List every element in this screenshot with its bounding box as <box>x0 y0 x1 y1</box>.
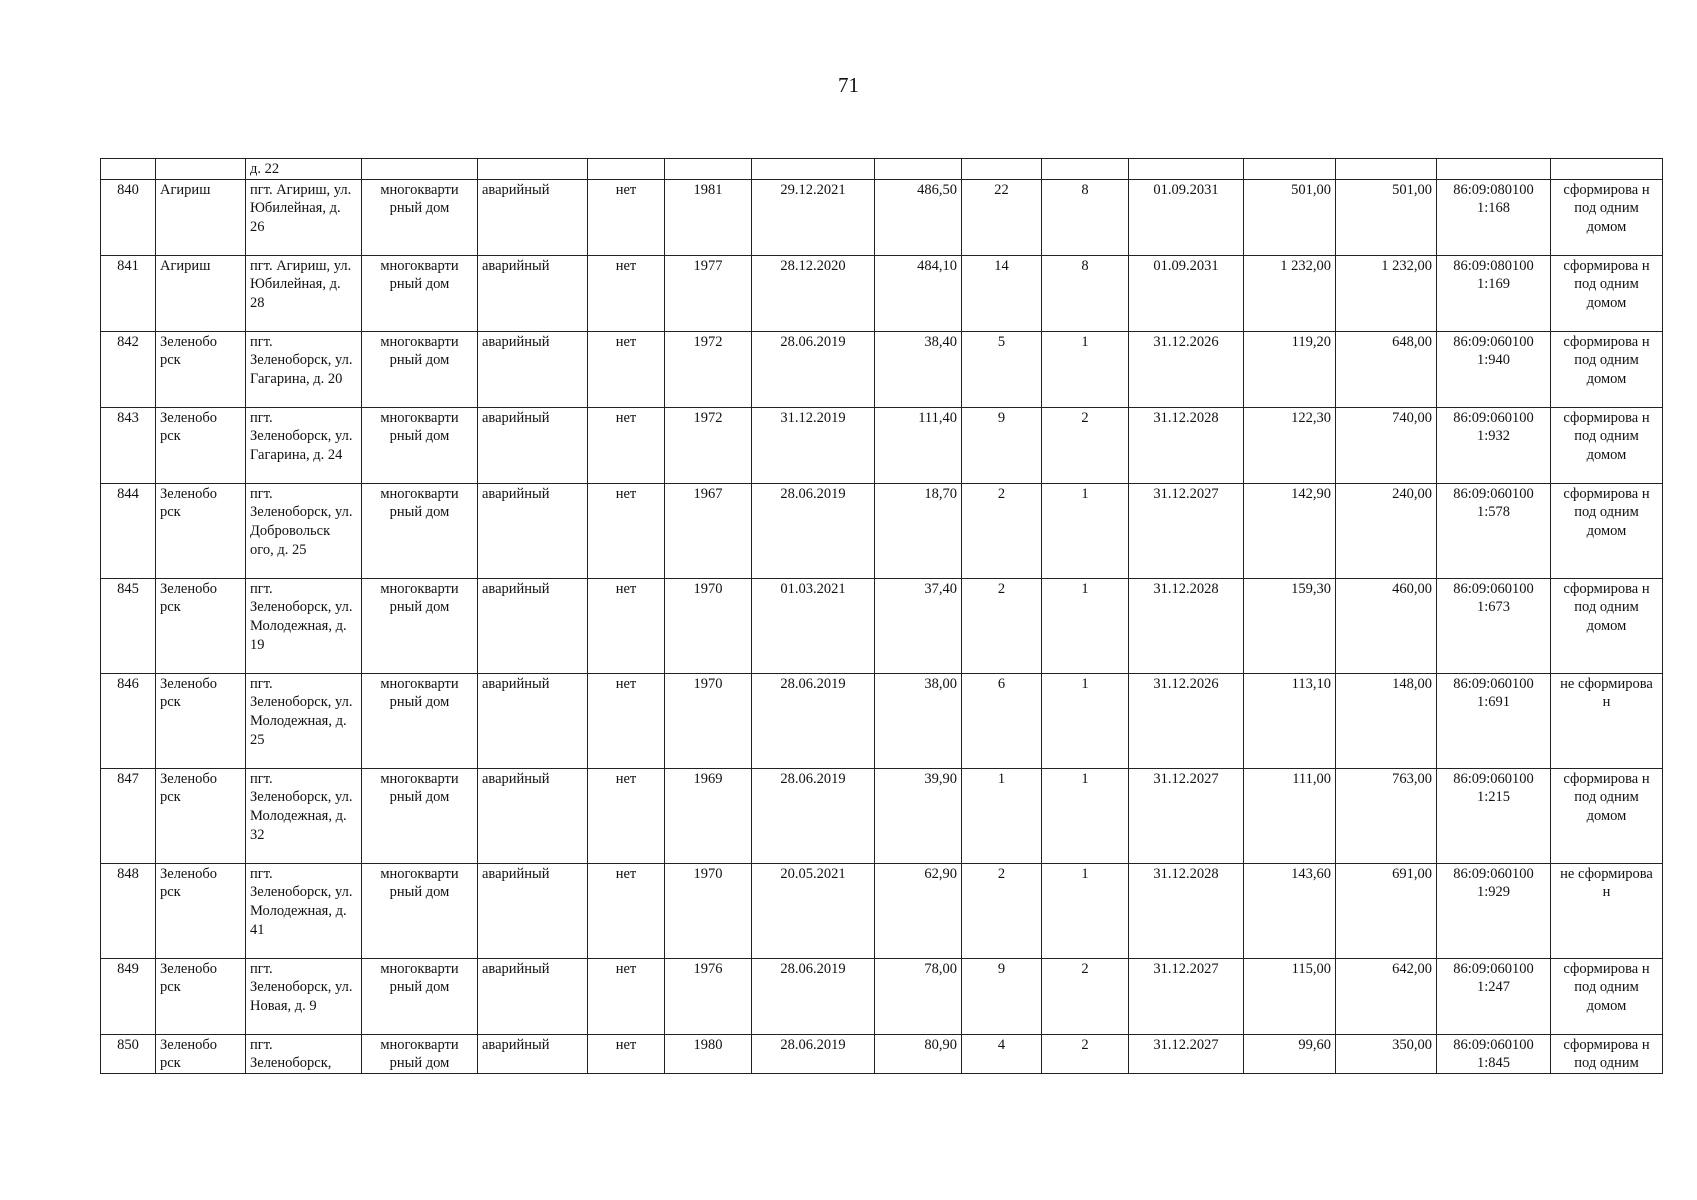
cell-cadastral-number: 86:09:060100 1:932 <box>1437 407 1551 483</box>
cell-object-type: многокварти рный дом <box>362 1034 478 1073</box>
cell-value-b: 350,00 <box>1336 1034 1437 1073</box>
cell-area: 78,00 <box>875 958 962 1034</box>
cell-decision-date: 28.06.2019 <box>752 768 875 863</box>
cell-area: 18,70 <box>875 483 962 578</box>
cell-planned-date: 01.09.2031 <box>1129 255 1244 331</box>
cell-condition: аварийный <box>478 255 588 331</box>
cell-land-status: сформирова н под одним домом <box>1551 331 1663 407</box>
cell-flag: нет <box>588 578 665 673</box>
cell-value-a: 122,30 <box>1244 407 1336 483</box>
cell-value-b: 691,00 <box>1336 863 1437 958</box>
cell-planned-date: 31.12.2027 <box>1129 1034 1244 1073</box>
cell-value-b: 648,00 <box>1336 331 1437 407</box>
cell-object-type: многокварти рный дом <box>362 483 478 578</box>
cell-land-status: не сформирова н <box>1551 673 1663 768</box>
cell-apartments: 1 <box>1042 768 1129 863</box>
cell-cadastral-number: 86:09:060100 1:215 <box>1437 768 1551 863</box>
cell-area: 111,40 <box>875 407 962 483</box>
housing-register-table <box>100 158 1663 1074</box>
cell-residents <box>962 159 1042 180</box>
cell-apartments: 2 <box>1042 1034 1129 1073</box>
cell-settlement: Зеленобо рск <box>156 407 246 483</box>
cell-flag: нет <box>588 863 665 958</box>
cell-number: 841 <box>101 255 156 331</box>
table-row <box>101 958 1663 1034</box>
cell-residents: 2 <box>962 863 1042 958</box>
cell-cadastral-number: 86:09:080100 1:168 <box>1437 179 1551 255</box>
cell-settlement: Агириш <box>156 179 246 255</box>
cell-apartments: 2 <box>1042 407 1129 483</box>
cell-year: 1967 <box>665 483 752 578</box>
cell-planned-date: 31.12.2027 <box>1129 483 1244 578</box>
cell-flag: нет <box>588 331 665 407</box>
cell-residents: 6 <box>962 673 1042 768</box>
cell-settlement: Зеленобо рск <box>156 1034 246 1073</box>
cell-condition: аварийный <box>478 768 588 863</box>
cell-decision-date <box>752 159 875 180</box>
cell-condition: аварийный <box>478 863 588 958</box>
cell-number: 840 <box>101 179 156 255</box>
cell-year: 1976 <box>665 958 752 1034</box>
cell-year: 1972 <box>665 407 752 483</box>
cell-decision-date: 28.06.2019 <box>752 1034 875 1073</box>
cell-year: 1970 <box>665 673 752 768</box>
cell-value-a: 115,00 <box>1244 958 1336 1034</box>
cell-value-b: 460,00 <box>1336 578 1437 673</box>
cell-apartments: 1 <box>1042 673 1129 768</box>
table-row <box>101 673 1663 768</box>
table-row-carry-over <box>101 159 1663 180</box>
cell-area <box>875 159 962 180</box>
cell-flag: нет <box>588 958 665 1034</box>
cell-value-b: 642,00 <box>1336 958 1437 1034</box>
cell-address: пгт. Агириш, ул. Юбилейная, д. 26 <box>246 179 362 255</box>
cell-cadastral-number: 86:09:060100 1:247 <box>1437 958 1551 1034</box>
cell-number: 849 <box>101 958 156 1034</box>
cell-value-b <box>1336 159 1437 180</box>
cell-year: 1970 <box>665 578 752 673</box>
cell-decision-date: 28.06.2019 <box>752 483 875 578</box>
cell-number: 846 <box>101 673 156 768</box>
table-row <box>101 863 1663 958</box>
cell-value-b: 1 232,00 <box>1336 255 1437 331</box>
cell-decision-date: 28.12.2020 <box>752 255 875 331</box>
cell-value-b: 501,00 <box>1336 179 1437 255</box>
cell-residents: 14 <box>962 255 1042 331</box>
cell-address: пгт. Зеленоборск, ул. Новая, д. 9 <box>246 958 362 1034</box>
cell-flag: нет <box>588 179 665 255</box>
cell-cadastral-number: 86:09:060100 1:929 <box>1437 863 1551 958</box>
cell-object-type: многокварти рный дом <box>362 578 478 673</box>
cell-planned-date: 01.09.2031 <box>1129 179 1244 255</box>
cell-number: 845 <box>101 578 156 673</box>
cell-decision-date: 28.06.2019 <box>752 331 875 407</box>
cell-value-a: 99,60 <box>1244 1034 1336 1073</box>
cell-area: 38,40 <box>875 331 962 407</box>
cell-settlement: Зеленобо рск <box>156 578 246 673</box>
cell-land-status: сформирова н под одним домом <box>1551 578 1663 673</box>
cell-flag: нет <box>588 1034 665 1073</box>
table-row <box>101 331 1663 407</box>
cell-planned-date: 31.12.2027 <box>1129 958 1244 1034</box>
cell-apartments: 1 <box>1042 331 1129 407</box>
cell-value-a: 501,00 <box>1244 179 1336 255</box>
cell-value-a: 111,00 <box>1244 768 1336 863</box>
cell-land-status: сформирова н под одним домом <box>1551 407 1663 483</box>
cell-planned-date <box>1129 159 1244 180</box>
cell-land-status: сформирова н под одним домом <box>1551 768 1663 863</box>
cell-settlement: Зеленобо рск <box>156 958 246 1034</box>
cell-value-a: 142,90 <box>1244 483 1336 578</box>
cell-value-b: 148,00 <box>1336 673 1437 768</box>
cell-number <box>101 159 156 180</box>
cell-year: 1977 <box>665 255 752 331</box>
cell-residents: 22 <box>962 179 1042 255</box>
cell-area: 486,50 <box>875 179 962 255</box>
cell-land-status <box>1551 159 1663 180</box>
cell-number: 842 <box>101 331 156 407</box>
cell-land-status: не сформирова н <box>1551 863 1663 958</box>
cell-decision-date: 20.05.2021 <box>752 863 875 958</box>
cell-object-type <box>362 159 478 180</box>
cell-area: 37,40 <box>875 578 962 673</box>
cell-flag: нет <box>588 407 665 483</box>
cell-cadastral-number <box>1437 159 1551 180</box>
cell-area: 39,90 <box>875 768 962 863</box>
cell-apartments: 1 <box>1042 863 1129 958</box>
cell-residents: 9 <box>962 407 1042 483</box>
cell-apartments: 1 <box>1042 578 1129 673</box>
cell-value-a: 119,20 <box>1244 331 1336 407</box>
cell-area: 484,10 <box>875 255 962 331</box>
cell-address: пгт. Зеленоборск, ул. Молодежная, д. 19 <box>246 578 362 673</box>
cell-number: 843 <box>101 407 156 483</box>
cell-settlement: Зеленобо рск <box>156 483 246 578</box>
cell-address: пгт. Зеленоборск, ул. Гагарина, д. 24 <box>246 407 362 483</box>
cell-address: пгт. Зеленоборск, ул. Добровольск ого, д. 25 <box>246 483 362 578</box>
cell-apartments <box>1042 159 1129 180</box>
cell-planned-date: 31.12.2028 <box>1129 407 1244 483</box>
cell-cadastral-number: 86:09:060100 1:691 <box>1437 673 1551 768</box>
cell-value-b: 740,00 <box>1336 407 1437 483</box>
cell-area: 62,90 <box>875 863 962 958</box>
cell-number: 848 <box>101 863 156 958</box>
cell-decision-date: 28.06.2019 <box>752 958 875 1034</box>
cell-number: 847 <box>101 768 156 863</box>
cell-decision-date: 31.12.2019 <box>752 407 875 483</box>
cell-object-type: многокварти рный дом <box>362 673 478 768</box>
cell-value-a: 1 232,00 <box>1244 255 1336 331</box>
cell-value-b: 763,00 <box>1336 768 1437 863</box>
cell-apartments: 8 <box>1042 255 1129 331</box>
cell-flag: нет <box>588 673 665 768</box>
cell-address: д. 22 <box>246 159 362 180</box>
cell-planned-date: 31.12.2028 <box>1129 578 1244 673</box>
cell-apartments: 1 <box>1042 483 1129 578</box>
cell-object-type: многокварти рный дом <box>362 863 478 958</box>
cell-cadastral-number: 86:09:080100 1:169 <box>1437 255 1551 331</box>
cell-area: 38,00 <box>875 673 962 768</box>
cell-cadastral-number: 86:09:060100 1:940 <box>1437 331 1551 407</box>
cell-land-status: сформирова н под одним домом <box>1551 255 1663 331</box>
cell-land-status: сформирова н под одним <box>1551 1034 1663 1073</box>
table-row <box>101 179 1663 255</box>
cell-condition: аварийный <box>478 673 588 768</box>
page-number: 71 <box>838 73 859 97</box>
table-row <box>101 578 1663 673</box>
cell-condition <box>478 159 588 180</box>
cell-object-type: многокварти рный дом <box>362 407 478 483</box>
cell-residents: 4 <box>962 1034 1042 1073</box>
cell-planned-date: 31.12.2026 <box>1129 331 1244 407</box>
cell-address: пгт. Зеленоборск, <box>246 1034 362 1073</box>
cell-condition: аварийный <box>478 578 588 673</box>
cell-residents: 2 <box>962 578 1042 673</box>
cell-address: пгт. Зеленоборск, ул. Молодежная, д. 41 <box>246 863 362 958</box>
cell-planned-date: 31.12.2027 <box>1129 768 1244 863</box>
cell-year: 1981 <box>665 179 752 255</box>
table-body <box>101 159 1663 1074</box>
cell-land-status: сформирова н под одним домом <box>1551 179 1663 255</box>
cell-settlement <box>156 159 246 180</box>
cell-area: 80,90 <box>875 1034 962 1073</box>
cell-settlement: Зеленобо рск <box>156 768 246 863</box>
cell-object-type: многокварти рный дом <box>362 331 478 407</box>
cell-settlement: Агириш <box>156 255 246 331</box>
cell-flag: нет <box>588 768 665 863</box>
cell-land-status: сформирова н под одним домом <box>1551 958 1663 1034</box>
cell-planned-date: 31.12.2028 <box>1129 863 1244 958</box>
table-row <box>101 407 1663 483</box>
cell-year <box>665 159 752 180</box>
cell-settlement: Зеленобо рск <box>156 863 246 958</box>
cell-year: 1970 <box>665 863 752 958</box>
cell-number: 850 <box>101 1034 156 1073</box>
cell-address: пгт. Зеленоборск, ул. Гагарина, д. 20 <box>246 331 362 407</box>
cell-residents: 1 <box>962 768 1042 863</box>
cell-year: 1972 <box>665 331 752 407</box>
cell-flag <box>588 159 665 180</box>
cell-value-a: 159,30 <box>1244 578 1336 673</box>
cell-object-type: многокварти рный дом <box>362 179 478 255</box>
cell-flag: нет <box>588 255 665 331</box>
cell-cadastral-number: 86:09:060100 1:578 <box>1437 483 1551 578</box>
cell-condition: аварийный <box>478 483 588 578</box>
cell-settlement: Зеленобо рск <box>156 673 246 768</box>
cell-condition: аварийный <box>478 407 588 483</box>
cell-address: пгт. Зеленоборск, ул. Молодежная, д. 32 <box>246 768 362 863</box>
cell-value-a: 113,10 <box>1244 673 1336 768</box>
cell-residents: 2 <box>962 483 1042 578</box>
cell-condition: аварийный <box>478 331 588 407</box>
cell-cadastral-number: 86:09:060100 1:845 <box>1437 1034 1551 1073</box>
cell-apartments: 2 <box>1042 958 1129 1034</box>
cell-settlement: Зеленобо рск <box>156 331 246 407</box>
cell-condition: аварийный <box>478 179 588 255</box>
cell-year: 1969 <box>665 768 752 863</box>
cell-number: 844 <box>101 483 156 578</box>
cell-residents: 5 <box>962 331 1042 407</box>
cell-condition: аварийный <box>478 958 588 1034</box>
cell-address: пгт. Агириш, ул. Юбилейная, д. 28 <box>246 255 362 331</box>
cell-planned-date: 31.12.2026 <box>1129 673 1244 768</box>
cell-apartments: 8 <box>1042 179 1129 255</box>
table-row <box>101 1034 1663 1073</box>
cell-decision-date: 29.12.2021 <box>752 179 875 255</box>
cell-object-type: многокварти рный дом <box>362 768 478 863</box>
cell-cadastral-number: 86:09:060100 1:673 <box>1437 578 1551 673</box>
cell-condition: аварийный <box>478 1034 588 1073</box>
cell-year: 1980 <box>665 1034 752 1073</box>
cell-residents: 9 <box>962 958 1042 1034</box>
cell-land-status: сформирова н под одним домом <box>1551 483 1663 578</box>
cell-value-a: 143,60 <box>1244 863 1336 958</box>
cell-decision-date: 01.03.2021 <box>752 578 875 673</box>
cell-value-a <box>1244 159 1336 180</box>
cell-object-type: многокварти рный дом <box>362 958 478 1034</box>
cell-decision-date: 28.06.2019 <box>752 673 875 768</box>
table-row <box>101 768 1663 863</box>
cell-object-type: многокварти рный дом <box>362 255 478 331</box>
table-row <box>101 483 1663 578</box>
cell-flag: нет <box>588 483 665 578</box>
cell-address: пгт. Зеленоборск, ул. Молодежная, д. 25 <box>246 673 362 768</box>
cell-value-b: 240,00 <box>1336 483 1437 578</box>
table-row <box>101 255 1663 331</box>
